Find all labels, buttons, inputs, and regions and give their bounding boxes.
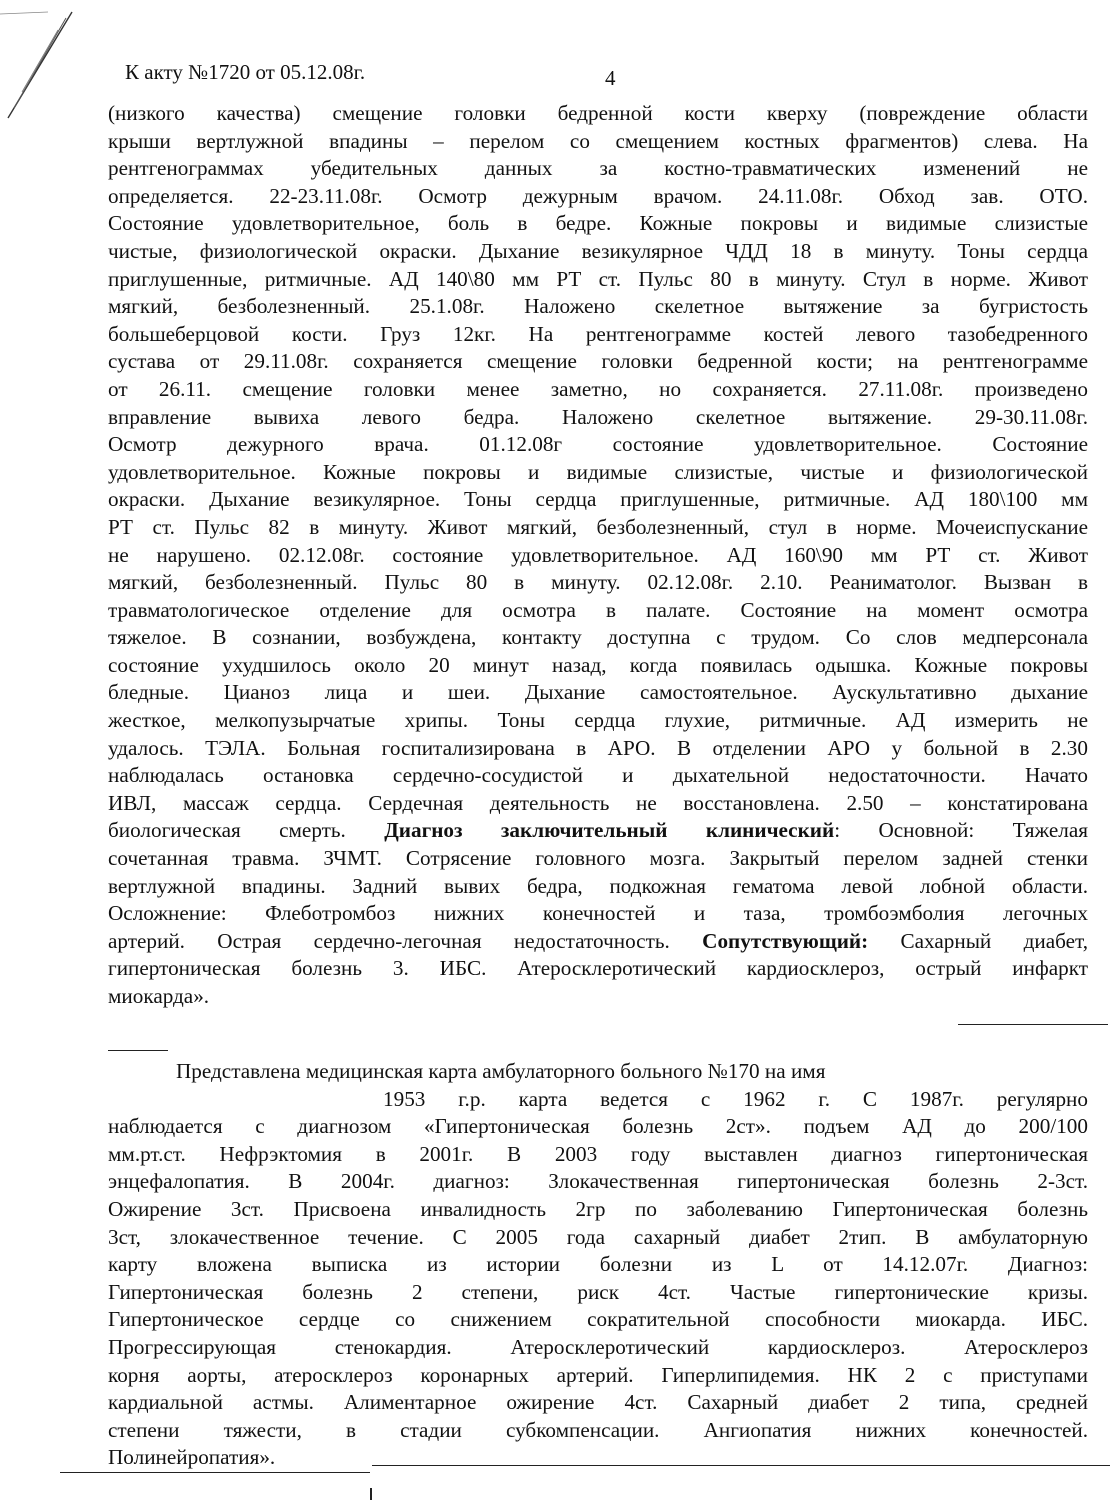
text-line: Прогрессирующая стенокардия. Атеросклеротический кардиосклероз. Атеросклероз (108, 1334, 1088, 1359)
scan-artifact (0, 0, 90, 140)
text-line: травматологическое отделение для осмотра в палате. Состояние на момент осмотра (108, 597, 1088, 622)
text-line: наблюдалась остановка сердечно-сосудистой и дыхательной недостаточности. Начато (108, 763, 1088, 788)
text-line: степени тяжести, в стадии субкомпенсации. Ангиопатия нижних конечностей. (108, 1417, 1088, 1442)
text-run: : Основной: Тяжелая (834, 818, 1088, 843)
text-line: чистые, физиологической окраски. Дыхание везикулярное ЧДД 18 в минуту. Тоны сердца (108, 238, 1088, 263)
comorbidity-heading: Сопутствующий: (702, 928, 869, 953)
bottom-rule (60, 1472, 370, 1473)
text-line: Представлена медицинская карта амбулаторного больного №170 на имя (176, 1059, 826, 1083)
scan-mark (370, 1488, 372, 1500)
text-line: 3ст, злокачественное течение. С 2005 года сахарный диабет 2тип. В амбулаторную (108, 1224, 1088, 1249)
text-line: корня аорты, атеросклероз коронарных артерий. Гиперлипидемия. НК 2 с приступами (108, 1362, 1088, 1387)
text-line: Осложнение: Флеботромбоз нижних конечностей и таза, тромбоэмболия легочных (108, 901, 1088, 926)
text-line: миокарда». (108, 984, 210, 1008)
text-line: рентгенограммах убедительных данных за костно-травматических изменений не (108, 156, 1088, 181)
text-line: сустава от 29.11.08г. сохраняется смещение головки бедренной кости; на рентгенограмме (108, 349, 1088, 374)
underline-rule (958, 1024, 1108, 1025)
comorbidity-line (108, 928, 1088, 956)
text-line: Гипертоническая болезнь 2 степени, риск 4ст. Частые гипертонические кризы. (108, 1279, 1088, 1304)
text-line: жесткое, мелкопузырчатые хрипы. Тоны сердца глухие, ритмичные. АД измерить не (108, 708, 1088, 733)
text-line: состояние ухудшилось около 20 минут назад, когда появилась одышка. Кожные покровы (108, 652, 1088, 677)
text-line: 1953 г.р. карта ведется с 1962 г. С 1987г. регулярно (383, 1086, 1088, 1111)
page-number: 4 (605, 66, 616, 90)
text-line: удовлетворительное. Кожные покровы и видимые слизистые, чистые и физиологической (108, 459, 1088, 484)
text-line: приглушенные, ритмичные. АД 140\80 мм РТ ст. Пульс 80 в минуту. Стул в норме. Живот (108, 266, 1088, 291)
text-line: крыши вертлужной впадины – перелом со смещением костных фрагментов) слева. На (108, 128, 1088, 153)
text-line: Полинейропатия». (108, 1445, 276, 1470)
final-diagnosis-heading: Диагноз заключительный клинический (384, 818, 835, 843)
text-line: (низкого качества) смещение головки бедренной кости кверху (повреждение области (108, 101, 1088, 125)
text-line: определяется. 22-23.11.08г. Осмотр дежурным врачом. 24.11.08г. Обход зав. ОТО. (108, 183, 1088, 208)
text-line: сочетанная травма. ЗЧМТ. Сотрясение головного мозга. Закрытый перелом задней стенки (108, 846, 1088, 871)
bottom-rule (372, 1465, 1110, 1466)
act-reference: К акту №1720 от 05.12.08г. (125, 60, 366, 84)
text-line: от 26.11. смещение головки менее заметно, но сохраняется. 27.11.08г. произведено (108, 376, 1088, 401)
text-line: Состояние удовлетворительное, боль в бедре. Кожные покровы и видимые слизистые (108, 211, 1088, 236)
diagnosis-line (108, 817, 1088, 845)
text-line: Ожирение 3ст. Присвоена инвалидность 2гр по заболеванию Гипертоническая болезнь (108, 1196, 1088, 1221)
text-line: вправление вывиха левого бедра. Наложено скелетное вытяжение. 29-30.11.08г. (108, 404, 1088, 429)
outpatient-card-section (108, 1058, 1088, 1472)
text-line: мягкий, безболезненный. 25.1.08г. Наложено скелетное вытяжение за бугристость (108, 294, 1088, 319)
text-line: ИВЛ, массаж сердца. Сердечная деятельность не восстановлена. 2.50 – констатирована (108, 790, 1088, 815)
text-line: наблюдается с диагнозом «Гипертоническая болезнь 2ст». подъем АД до 200/100 (108, 1114, 1088, 1139)
text-line: Осмотр дежурного врача. 01.12.08г состояние удовлетворительное. Состояние (108, 432, 1088, 457)
text-line: бледные. Цианоз лица и шеи. Дыхание самостоятельное. Аускультативно дыхание (108, 680, 1088, 705)
text-line: не нарушено. 02.12.08г. состояние удовлетворительное. АД 160\90 мм РТ ст. Живот (108, 542, 1088, 567)
text-line: тяжелое. В сознании, возбуждена, контакту доступна с трудом. Со слов медперсонала (108, 625, 1088, 650)
text-line: гипертоническая болезнь 3. ИБС. Атеросклеротический кардиосклероз, острый инфаркт (108, 956, 1088, 981)
text-run: биологическая смерть. (108, 818, 385, 843)
text-line: вертлужной впадины. Задний вывих бедра, подкожная гематома левой лобной области. (108, 873, 1088, 898)
text-line: Гипертоническое сердце со снижением сократительной способности миокарда. ИБС. (108, 1307, 1088, 1332)
text-run: артерий. Острая сердечно-легочная недостаточность. (108, 928, 703, 953)
text-run: Сахарный диабет, (868, 928, 1088, 953)
text-line: мягкий, безболезненный. Пульс 80 в минуту. 02.12.08г. 2.10. Реаниматолог. Вызван в (108, 570, 1088, 595)
text-line: кардиальной астмы. Алиментарное ожирение 4ст. Сахарный диабет 2 типа, средней (108, 1390, 1088, 1415)
text-line: большеберцовой кости. Груз 12кг. На рентгенограмме костей левого тазобедренного (108, 321, 1088, 346)
report-body (108, 100, 1088, 1011)
text-line: мм.рт.ст. Нефрэктомия в 2001г. В 2003 году выставлен диагноз гипертоническая (108, 1141, 1088, 1166)
underline-rule (108, 1050, 168, 1051)
text-line: энцефалопатия. В 2004г. диагноз: Злокачественная гипертоническая болезнь 2-3ст. (108, 1169, 1088, 1194)
text-line: удалось. ТЭЛА. Больная госпитализирована в АРО. В отделении АРО у больной в 2.30 (108, 735, 1088, 760)
text-line: окраски. Дыхание везикулярное. Тоны сердца приглушенные, ритмичные. АД 180\100 мм (108, 487, 1088, 512)
text-line: карту вложена выписка из истории болезни из L от 14.12.07г. Диагноз: (108, 1252, 1088, 1277)
text-line: РТ ст. Пульс 82 в минуту. Живот мягкий, безболезненный, стул в норме. Мочеиспускание (108, 514, 1088, 539)
